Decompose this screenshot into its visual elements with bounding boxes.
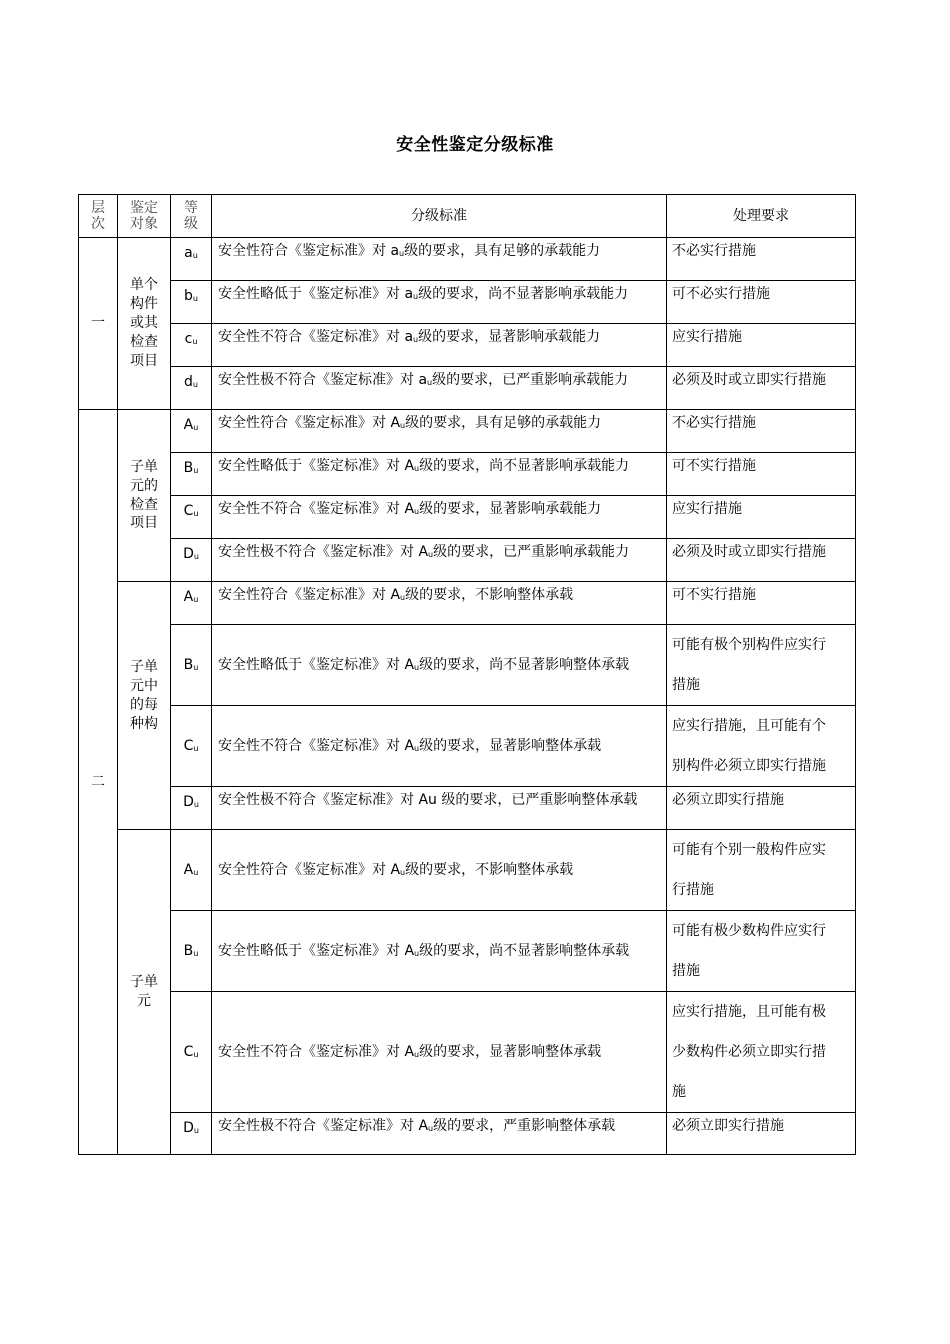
requirement-cell: 不必实行措施: [667, 410, 856, 453]
requirement-cell: 必须及时或立即实行措施: [667, 367, 856, 410]
table-row: [79, 281, 856, 324]
header-grade: 等 级: [171, 195, 212, 238]
object-cell: 子单 元: [118, 830, 171, 1155]
requirement-cell: 可能有个别一般构件应实 行措施: [667, 830, 856, 911]
grade-cell: Bu: [171, 911, 212, 992]
grade-cell: Du: [171, 1113, 212, 1155]
table-row: [79, 911, 856, 992]
header-layer: 层 次: [79, 195, 118, 238]
object-cell: 子单 元中 的每 种构: [118, 582, 171, 830]
criteria-cell: 安全性符合《鉴定标准》对 Au级的要求，不影响整体承载: [212, 582, 667, 625]
grade-cell: Cu: [171, 992, 212, 1113]
requirement-cell: 可不实行措施: [667, 582, 856, 625]
object-cell: 单个 构件 或其 检查 项目: [118, 238, 171, 410]
requirement-cell: 不必实行措施: [667, 238, 856, 281]
table-row: [79, 539, 856, 582]
grade-cell: Cu: [171, 496, 212, 539]
table-header-row: [79, 195, 856, 238]
requirement-cell: 可不必实行措施: [667, 281, 856, 324]
criteria-cell: 安全性符合《鉴定标准》对 Au级的要求，具有足够的承载能力: [212, 410, 667, 453]
table-row: [79, 453, 856, 496]
table-row: [79, 830, 856, 911]
header-object: 鉴定 对象: [118, 195, 171, 238]
criteria-cell: 安全性符合《鉴定标准》对 Au级的要求，不影响整体承载: [212, 830, 667, 911]
grade-cell: Au: [171, 582, 212, 625]
criteria-cell: 安全性不符合《鉴定标准》对 Au级的要求，显著影响整体承载: [212, 992, 667, 1113]
table-row: [79, 706, 856, 787]
requirement-cell: 必须立即实行措施: [667, 1113, 856, 1155]
table-row: [79, 992, 856, 1113]
grade-cell: Bu: [171, 625, 212, 706]
criteria-cell: 安全性略低于《鉴定标准》对 Au级的要求，尚不显著影响整体承载: [212, 911, 667, 992]
grade-cell: cu: [171, 324, 212, 367]
table-row: [79, 1113, 856, 1155]
requirement-cell: 可能有极少数构件应实行 措施: [667, 911, 856, 992]
grade-cell: Bu: [171, 453, 212, 496]
grade-cell: au: [171, 238, 212, 281]
grade-cell: Cu: [171, 706, 212, 787]
layer-cell: 二: [79, 410, 118, 1155]
table-row: [79, 324, 856, 367]
requirement-cell: 必须及时或立即实行措施: [667, 539, 856, 582]
table-row: [79, 496, 856, 539]
header-criteria: 分级标准: [212, 195, 667, 238]
grade-cell: bu: [171, 281, 212, 324]
grade-cell: Du: [171, 787, 212, 830]
criteria-cell: 安全性极不符合《鉴定标准》对 Au 级的要求，已严重影响整体承载: [212, 787, 667, 830]
layer-cell: 一: [79, 238, 118, 410]
table-row: [79, 625, 856, 706]
table-row: [79, 410, 856, 453]
object-cell: 子单 元的 检查 项目: [118, 410, 171, 582]
requirement-cell: 可能有极个别构件应实行 措施: [667, 625, 856, 706]
requirement-cell: 应实行措施，且可能有极 少数构件必须立即实行措 施: [667, 992, 856, 1113]
table-row: [79, 238, 856, 281]
criteria-cell: 安全性不符合《鉴定标准》对 Au级的要求，显著影响整体承载: [212, 706, 667, 787]
requirement-cell: 应实行措施: [667, 496, 856, 539]
criteria-cell: 安全性略低于《鉴定标准》对 Au级的要求，尚不显著影响承载能力: [212, 453, 667, 496]
table-row: [79, 582, 856, 625]
table-row: [79, 787, 856, 830]
criteria-cell: 安全性符合《鉴定标准》对 au级的要求，具有足够的承载能力: [212, 238, 667, 281]
requirement-cell: 必须立即实行措施: [667, 787, 856, 830]
criteria-cell: 安全性略低于《鉴定标准》对 Au级的要求，尚不显著影响整体承载: [212, 625, 667, 706]
page-title: 安全性鉴定分级标准: [396, 135, 554, 155]
criteria-cell: 安全性极不符合《鉴定标准》对 Au级的要求，已严重影响承载能力: [212, 539, 667, 582]
grade-cell: Du: [171, 539, 212, 582]
criteria-cell: 安全性极不符合《鉴定标准》对 Au级的要求，严重影响整体承载: [212, 1113, 667, 1155]
grade-cell: du: [171, 367, 212, 410]
criteria-cell: 安全性不符合《鉴定标准》对 Au级的要求，显著影响承载能力: [212, 496, 667, 539]
grade-cell: Au: [171, 830, 212, 911]
requirement-cell: 可不实行措施: [667, 453, 856, 496]
grade-cell: Au: [171, 410, 212, 453]
requirement-cell: 应实行措施: [667, 324, 856, 367]
header-requirement: 处理要求: [667, 195, 856, 238]
requirement-cell: 应实行措施，且可能有个 别构件必须立即实行措施: [667, 706, 856, 787]
criteria-cell: 安全性极不符合《鉴定标准》对 au级的要求，已严重影响承载能力: [212, 367, 667, 410]
grading-table: [78, 194, 856, 1155]
criteria-cell: 安全性不符合《鉴定标准》对 au级的要求，显著影响承载能力: [212, 324, 667, 367]
table-row: [79, 367, 856, 410]
criteria-cell: 安全性略低于《鉴定标准》对 au级的要求，尚不显著影响承载能力: [212, 281, 667, 324]
